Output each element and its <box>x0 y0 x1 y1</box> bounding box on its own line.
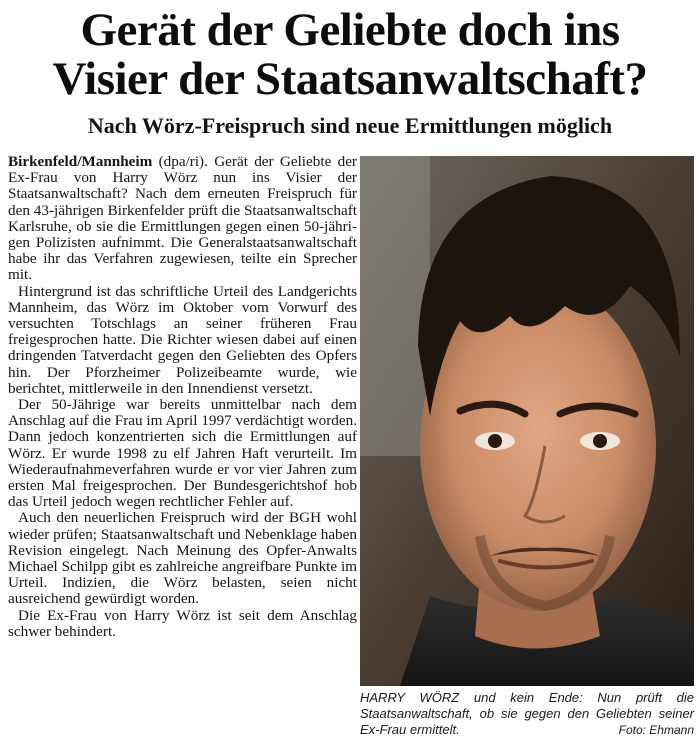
headline <box>0 6 700 104</box>
subheadline: Nach Wörz-Freispruch sind neue Ermittlungen möglich <box>87 113 613 138</box>
article-paragraph-2: Hintergrund ist das schriftliche Urteil des Landgerichts Mannheim, das Wörz im Oktober vom Vorwurf des versuchten Totschlags an seiner früheren Frau freigesprochen hatte. Die Richter wiesen dabei auf einen dringenden Tatverdacht gegen den Geliebten des Opfers hin. Der Pforzheimer Polizeibeamte wurde, wie berichtet, mittlerweile in den Innendienst versetzt. <box>8 282 357 397</box>
portrait-illustration <box>360 156 694 686</box>
paragraph-1-text: (dpa/ri). Gerät der Geliebte der Ex-Frau von Harry Wörz nun ins Visier der Staatsanwaltschaft? Nach dem erneuten Freispruch für den 43-jährigen Birkenfelder prüft die Staatsanwaltschaft Karlsruhe, ob sie die Ermittlungen gegen einen 50-jährigen Polizisten aufnimmt. Die Generalstaatsanwaltschaft habe ihr das Verfahren zugewiesen, teilte ein Sprecher mit. <box>8 154 357 284</box>
article-paragraph-5: Die Ex-Frau von Harry Wörz ist seit dem Anschlag schwer behindert. <box>8 606 357 640</box>
headline-line-1: Gerät der Geliebte doch ins <box>80 4 620 56</box>
article-paragraph-3: Der 50-Jährige war bereits unmittelbar nach dem Anschlag auf die Frau im April 1997 verdächtigt worden. Dann jedoch konzentrierten sich die Ermittlungen auf Wörz. Er wurde 1998 zu elf Jahren Haft verurteilt. Im Wiederaufnahmeverfahren wurde er vor vier Jahren zum ersten Mal freigesprochen. Der Bundesgerichtshof hob das Urteil jedoch wegen rechtlicher Fehler auf. <box>8 396 357 511</box>
portrait-photo-icon <box>360 156 694 686</box>
article-paragraph-4: Auch den neuerlichen Freispruch wird der BGH wohl wieder prüfen; Staatsanwaltschaft und Nebenklage haben Revision eingelegt. Nach Meinung des Opfer-Anwalts Michael Schilpp gibt es zahlreiche angreifbare Punkte im Urteil. Indizien, die Wörz belasten, seien nicht ausreichend gewürdigt worden. <box>8 509 357 608</box>
article-body <box>8 154 357 748</box>
article-paragraph-1 <box>8 154 357 284</box>
photo-credit: Foto: Ehmann <box>618 723 694 737</box>
caption-name: HARRY WÖRZ <box>360 690 460 705</box>
dateline: Birkenfeld/Mannheim <box>8 154 153 170</box>
caption-text: und kein Ende: Nun prüft die Staatsanwaltschaft, ob sie gegen den Geliebten seiner Ex-Frau ermittelt. <box>360 690 694 737</box>
headline-line-2: Visier der Staatsanwaltschaft? <box>52 53 648 105</box>
photo-caption <box>360 690 694 738</box>
